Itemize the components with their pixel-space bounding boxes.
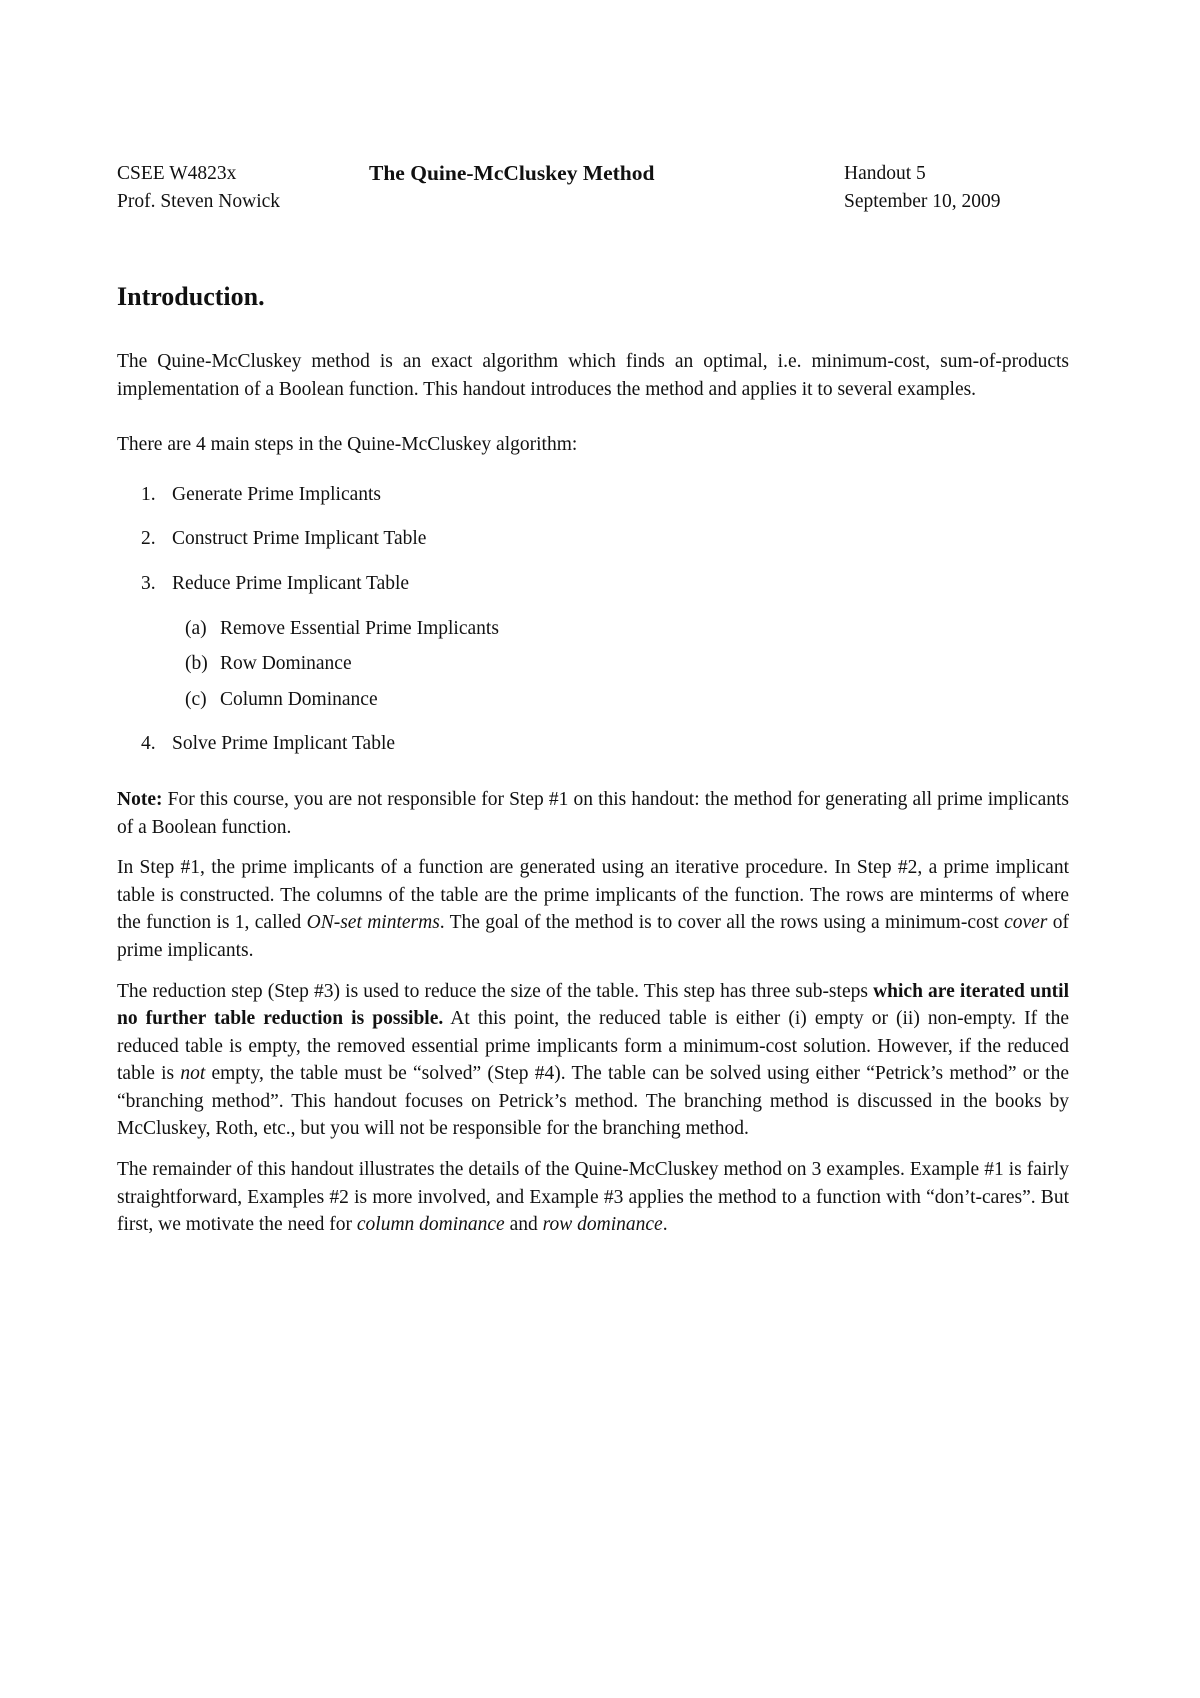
- paragraph-text: In Step #1, the prime implicants of a function are generated using an iterative procedure. In Step #2, a prime implicant table is constructed. The columns of the table are the prime implicants of the function. The rows are minterms of where the function is 1, called: [117, 857, 1069, 934]
- steps-intro-paragraph: There are 4 main steps in the Quine-McCluskey algorithm:: [117, 434, 578, 456]
- emphasis-not: not: [180, 1063, 206, 1085]
- reduction-paragraph: [117, 978, 1069, 1144]
- emphasis-cover: cover: [1004, 912, 1048, 934]
- list-item-number: 2.: [141, 528, 156, 550]
- sub-list-item-label: Row Dominance: [220, 653, 352, 675]
- list-item-label: Reduce Prime Implicant Table: [172, 572, 410, 594]
- sub-list-item: [172, 615, 1069, 643]
- document-page: [117, 160, 1069, 1239]
- section-heading-introduction: Introduction.: [117, 282, 265, 311]
- sub-list-item-letter: (a): [185, 617, 207, 639]
- note-text: For this course, you are not responsible for Step #1 on this handout: the method for generating all prime implicants of a Boolean function.: [117, 788, 1069, 838]
- document-title: The Quine-McCluskey Method: [369, 161, 655, 185]
- paragraph-text: The remainder of this handout illustrates the details of the Quine-McCluskey method on 3 examples. Example #1 is fairly straightforward, Examples #2 is more involved, and Example #3 applies the method to a function with “don’t-cares”. But first, we motivate the need for: [117, 1159, 1069, 1236]
- sub-list-item-letter: (c): [185, 688, 207, 710]
- list-item: [117, 525, 1069, 553]
- paragraph-text: of prime implicants.: [117, 912, 1069, 961]
- paragraph-text: .: [662, 1214, 668, 1236]
- bold-iterated-note: which are iterated until no further table reduction is possible.: [117, 980, 1069, 1030]
- course-code: CSEE W4823x: [117, 163, 237, 184]
- paragraph-text: empty, the table must be “solved” (Step #4). The table can be solved using either “Petrick’s method” or the “branching method”. This handout focuses on Petrick’s method. The branching method is discussed in the books by McCluskey, Roth, etc., but you will not be responsible for the branching method.: [117, 1063, 1070, 1140]
- list-item: [117, 730, 1069, 758]
- step-description-paragraph: [117, 854, 1069, 964]
- sub-list-item-label: Remove Essential Prime Implicants: [220, 617, 499, 639]
- handout-header: [117, 160, 1069, 220]
- list-item-number: 4.: [141, 733, 156, 755]
- list-item-label: Construct Prime Implicant Table: [172, 528, 427, 550]
- emphasis-row-dominance: row dominance: [542, 1214, 663, 1236]
- handout-date: September 10, 2009: [844, 191, 1001, 212]
- list-item-number: 3.: [141, 572, 156, 594]
- sub-list-item-letter: (b): [185, 653, 208, 675]
- list-item-number: 1.: [141, 483, 156, 505]
- note-label: Note:: [117, 788, 163, 810]
- paragraph-text: . The goal of the method is to cover all the rows using a minimum-cost: [439, 912, 1005, 934]
- emphasis-column-dominance: column dominance: [356, 1214, 505, 1236]
- list-item: [117, 481, 1069, 509]
- emphasis-on-set-minterms: ON-set minterms: [306, 912, 440, 934]
- list-item-label: Generate Prime Implicants: [172, 483, 382, 505]
- paragraph-text: The reduction step (Step #3) is used to reduce the size of the table. This step has three sub-steps: [117, 980, 874, 1002]
- paragraph-text: At this point, the reduced table is either (i) empty or (ii) non-empty. If the reduced table is empty, the removed essential prime implicants form a minimum-cost solution. However, if the reduced table is: [117, 1008, 1069, 1085]
- intro-paragraph: The Quine-McCluskey method is an exact algorithm which finds an optimal, i.e. minimum-cost, sum-of-products implementation of a Boolean function. This handout introduces the method and applies it to several examples.: [117, 351, 1069, 400]
- professor-name: Prof. Steven Nowick: [117, 191, 281, 212]
- main-steps-list: [117, 481, 1069, 758]
- list-item-label: Solve Prime Implicant Table: [172, 733, 396, 755]
- sub-list-item-label: Column Dominance: [220, 688, 378, 710]
- note-paragraph: [117, 786, 1069, 841]
- list-item: [117, 570, 1069, 713]
- remainder-paragraph: [117, 1156, 1069, 1239]
- paragraph-text: and: [504, 1214, 543, 1236]
- reduce-substeps-list: [172, 615, 1069, 714]
- handout-number: Handout 5: [844, 163, 926, 184]
- sub-list-item: [172, 650, 1069, 678]
- sub-list-item: [172, 686, 1069, 714]
